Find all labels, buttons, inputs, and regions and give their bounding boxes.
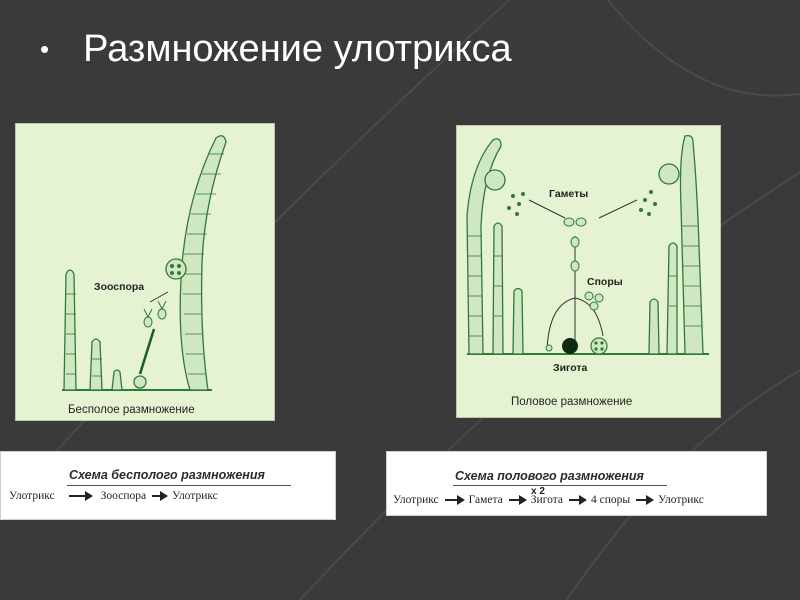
asexual-illustration <box>16 124 274 420</box>
zygote <box>562 338 578 354</box>
flow-step: Улотрикс <box>393 494 439 506</box>
spores-label: Споры <box>587 276 623 288</box>
germinating-zoospore <box>134 376 146 388</box>
flow-step: Улотрикс <box>9 490 55 502</box>
flow-arrow <box>152 495 166 497</box>
flow-step: Зигота <box>530 494 564 506</box>
gametangium <box>659 164 679 184</box>
sexual-illustration <box>457 126 720 417</box>
flow-step: Улотрикс <box>658 494 704 506</box>
filament <box>64 270 76 390</box>
slide-title: Размножение улотрикса <box>83 28 512 70</box>
sexual-scheme-box <box>386 451 767 516</box>
four-spores <box>591 338 607 354</box>
zoospore <box>158 309 166 319</box>
sprout <box>112 370 122 390</box>
flow-step: 4 споры <box>591 494 631 506</box>
flow-arrow <box>69 495 91 497</box>
sexual-reproduction-figure <box>456 125 721 418</box>
filament <box>681 136 704 354</box>
gametangium <box>485 170 505 190</box>
filament <box>493 223 503 354</box>
flow-arrow <box>569 499 585 501</box>
sexual-scheme-title: Схема полового размножения <box>455 469 644 483</box>
flow-step: Улотрикс <box>172 490 218 502</box>
zoospore-label: Зооспора <box>94 281 145 293</box>
asexual-caption: Бесполое размножение <box>68 404 195 416</box>
asexual-scheme-box <box>0 451 336 520</box>
flow-step: Зооспора <box>100 490 147 502</box>
title-underline <box>453 485 667 486</box>
zoosporangium <box>166 259 186 279</box>
filament <box>649 299 659 354</box>
flow-arrow <box>509 499 525 501</box>
asexual-reproduction-figure <box>15 123 275 421</box>
filament <box>513 289 523 355</box>
sexual-caption: Половое размножение <box>511 396 633 408</box>
asexual-scheme-title: Схема бесполого размножения <box>69 468 265 482</box>
zygote-label: Зигота <box>553 362 588 374</box>
filament <box>90 339 102 390</box>
gametes-label: Гаметы <box>549 188 589 200</box>
zoospore <box>144 317 152 327</box>
flow-arrow <box>636 499 652 501</box>
sexual-flow <box>393 494 704 506</box>
filament <box>667 243 677 354</box>
flow-arrow <box>445 499 463 501</box>
multiplier: x 2 <box>531 486 545 497</box>
slide-title-row <box>40 28 512 71</box>
flow-step: Гамета <box>468 494 503 506</box>
bullet: • <box>40 34 50 64</box>
asexual-flow <box>9 490 218 502</box>
title-underline <box>67 485 291 486</box>
